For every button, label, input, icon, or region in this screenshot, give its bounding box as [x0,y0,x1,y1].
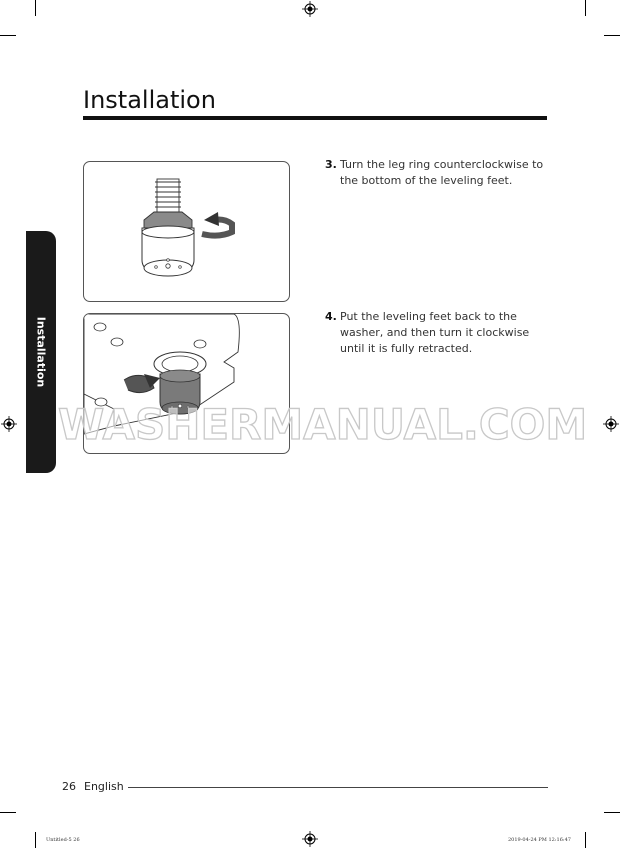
print-slug-right: 2019-04-24 PM 12:16:47 [508,837,571,843]
page-title: Installation [83,86,216,114]
step-text: Put the leveling feet back to the washer, and then turn it clockwise until it is fully retracted. [340,310,530,355]
crop-mark [604,35,620,36]
registration-mark-icon [1,416,17,432]
page-number: 26 [62,780,76,793]
footer-rule [128,787,548,788]
figure-step-3 [83,161,290,302]
step-4 [325,309,550,357]
step-3 [325,157,550,189]
crop-mark [0,812,16,813]
crop-mark [585,0,586,16]
registration-mark-icon [302,1,318,17]
step-number: 3. [325,158,337,171]
step-number: 4. [325,310,337,323]
title-underline [83,116,547,120]
crop-mark [0,35,16,36]
crop-mark [604,812,620,813]
section-side-tab [26,231,56,473]
crop-mark [35,0,36,16]
leveling-foot-ring-illustration [84,162,289,301]
side-tab-label: Installation [34,316,48,388]
print-slug-left: Untitled-5 26 [46,837,80,843]
crop-mark [585,832,586,848]
footer-language: English [84,780,124,793]
crop-mark [35,832,36,848]
registration-mark-icon [302,831,318,847]
step-text: Turn the leg ring counterclockwise to the bottom of the leveling feet. [340,158,544,187]
watermark: WASHERMANUAL.COM [58,400,588,449]
registration-mark-icon [603,416,619,432]
